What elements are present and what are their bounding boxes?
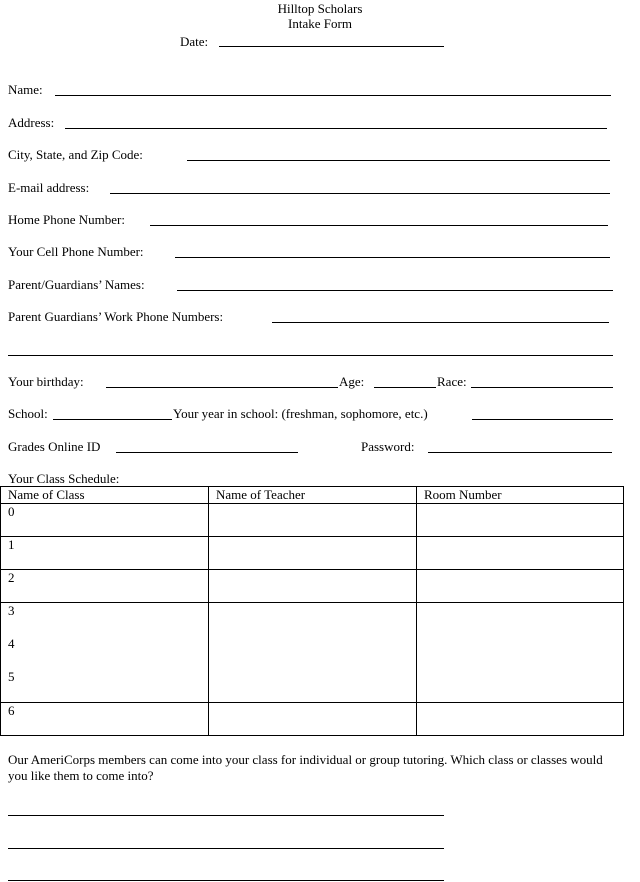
tutoring-question: Our AmeriCorps members can come into your class for individual or group tutoring. Which class or classes would you like them to come into? — [8, 752, 603, 783]
password-field-line[interactable] — [428, 452, 612, 453]
org-name: Hilltop Scholars — [277, 1, 363, 16]
period-6-cell[interactable] — [1, 703, 209, 736]
table-row — [1, 570, 624, 603]
table-row — [1, 703, 624, 736]
email-label: E-mail address: — [8, 180, 90, 195]
guardian-work-phone-label: Parent Guardians’ Work Phone Numbers: — [8, 309, 224, 324]
table-row — [1, 537, 624, 570]
header-room: Room Number — [417, 487, 624, 504]
date-field-line[interactable] — [219, 46, 444, 47]
room-cell[interactable] — [417, 603, 624, 703]
teacher-cell[interactable] — [209, 703, 417, 736]
date-label: Date: — [180, 34, 209, 49]
period-label: 6 — [8, 703, 15, 718]
tutoring-answer-line-1[interactable] — [8, 815, 444, 816]
form-title: Intake Form — [288, 16, 352, 31]
room-cell[interactable] — [417, 504, 624, 537]
school-field-line[interactable] — [53, 419, 172, 420]
home-phone-label: Home Phone Number: — [8, 212, 125, 227]
class-schedule-table — [0, 486, 624, 736]
name-label: Name: — [8, 82, 43, 97]
email-field-line[interactable] — [110, 193, 610, 194]
header-teacher: Name of Teacher — [209, 487, 417, 504]
period-3-5-cell[interactable] — [1, 603, 209, 703]
period-label: 0 — [8, 504, 15, 519]
guardian-work-phone-field-line[interactable] — [272, 322, 609, 323]
guardian-work-phone-extra-line[interactable] — [8, 355, 613, 356]
teacher-cell[interactable] — [209, 504, 417, 537]
tutoring-answer-line-3[interactable] — [8, 880, 444, 881]
schedule-label: Your Class Schedule: — [8, 471, 120, 486]
name-field-line[interactable] — [55, 95, 611, 96]
header-class: Name of Class — [1, 487, 209, 504]
race-label: Race: — [437, 374, 467, 389]
city-state-zip-label: City, State, and Zip Code: — [8, 147, 143, 162]
guardian-names-label: Parent/Guardians’ Names: — [8, 277, 145, 292]
year-field-line[interactable] — [472, 419, 613, 420]
table-row — [1, 504, 624, 537]
period-label: 4 — [8, 636, 15, 651]
address-label: Address: — [8, 115, 55, 130]
age-field-line[interactable] — [374, 387, 436, 388]
year-label: Your year in school: (freshman, sophomore, etc.) — [173, 406, 428, 421]
birthday-field-line[interactable] — [106, 387, 338, 388]
password-label: Password: — [361, 439, 415, 454]
table-row — [1, 603, 624, 703]
period-2-cell[interactable] — [1, 570, 209, 603]
cell-phone-field-line[interactable] — [175, 257, 610, 258]
guardian-names-field-line[interactable] — [177, 290, 613, 291]
period-label: 2 — [8, 570, 15, 585]
grades-id-field-line[interactable] — [116, 452, 298, 453]
age-label: Age: — [339, 374, 365, 389]
teacher-cell[interactable] — [209, 570, 417, 603]
race-field-line[interactable] — [471, 387, 613, 388]
school-label: School: — [8, 406, 48, 421]
room-cell[interactable] — [417, 570, 624, 603]
period-label: 3 — [8, 603, 15, 618]
birthday-label: Your birthday: — [8, 374, 84, 389]
period-label: 1 — [8, 537, 15, 552]
period-0-cell[interactable] — [1, 504, 209, 537]
cell-phone-label: Your Cell Phone Number: — [8, 244, 144, 259]
city-state-zip-field-line[interactable] — [187, 160, 610, 161]
teacher-cell[interactable] — [209, 603, 417, 703]
table-header-row — [1, 487, 624, 504]
grades-id-label: Grades Online ID — [8, 439, 101, 454]
period-1-cell[interactable] — [1, 537, 209, 570]
period-label: 5 — [8, 669, 15, 684]
room-cell[interactable] — [417, 703, 624, 736]
room-cell[interactable] — [417, 537, 624, 570]
tutoring-answer-line-2[interactable] — [8, 848, 444, 849]
address-field-line[interactable] — [65, 128, 607, 129]
teacher-cell[interactable] — [209, 537, 417, 570]
home-phone-field-line[interactable] — [150, 225, 608, 226]
